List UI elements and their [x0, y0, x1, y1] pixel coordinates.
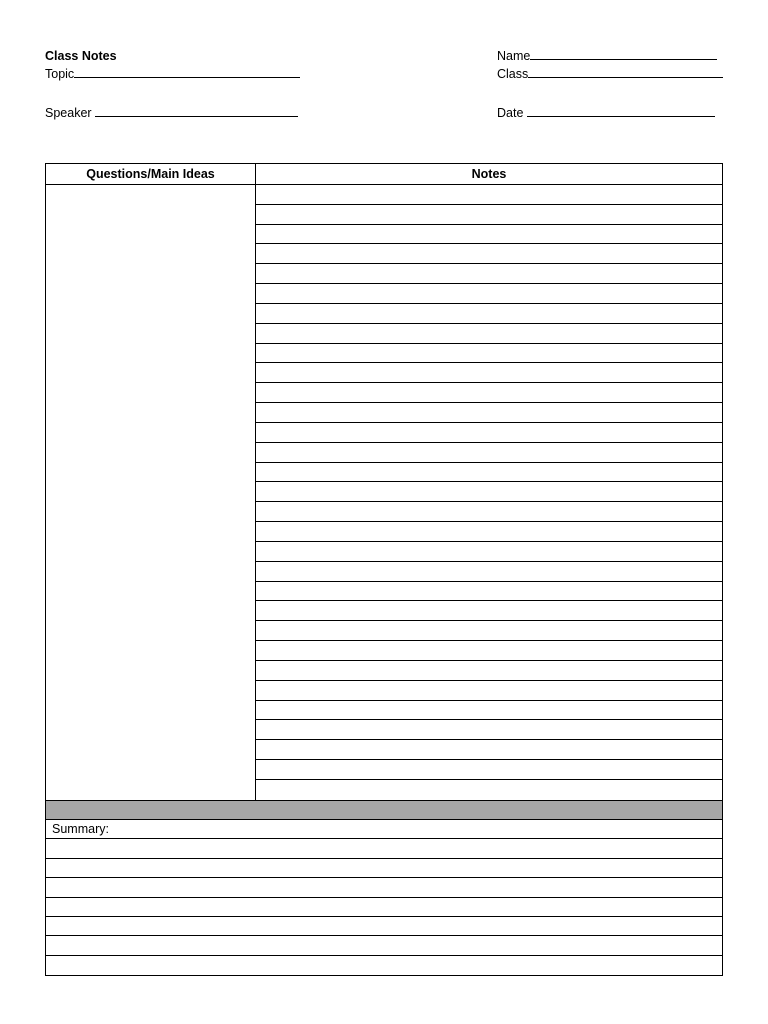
class-field[interactable] — [497, 66, 723, 82]
note-line[interactable] — [256, 264, 722, 284]
questions-header: Questions/Main Ideas — [46, 164, 256, 185]
note-line[interactable] — [256, 720, 722, 740]
page-title: Class Notes — [45, 49, 117, 63]
note-line[interactable] — [256, 582, 722, 602]
page-title-block — [45, 48, 117, 64]
note-line[interactable] — [256, 403, 722, 423]
summary-line[interactable] — [46, 898, 722, 917]
note-line[interactable] — [256, 482, 722, 502]
note-line[interactable] — [256, 522, 722, 542]
note-line[interactable] — [256, 601, 722, 621]
summary-line[interactable] — [46, 936, 722, 955]
date-blank[interactable] — [527, 105, 715, 117]
class-label: Class — [497, 67, 529, 81]
note-line[interactable] — [256, 542, 722, 562]
note-line[interactable] — [256, 701, 722, 721]
note-line[interactable] — [256, 423, 722, 443]
note-line[interactable] — [256, 244, 722, 264]
topic-field[interactable] — [45, 66, 300, 82]
note-line[interactable] — [256, 661, 722, 681]
summary-divider-bar — [46, 800, 722, 820]
note-line[interactable] — [256, 383, 722, 403]
summary-line[interactable] — [46, 956, 722, 975]
note-line[interactable] — [256, 284, 722, 304]
topic-label: Topic — [45, 67, 75, 81]
class-blank[interactable] — [528, 66, 723, 78]
note-line[interactable] — [256, 185, 722, 205]
notes-column[interactable] — [256, 185, 722, 800]
note-line[interactable] — [256, 641, 722, 661]
note-line[interactable] — [256, 681, 722, 701]
questions-column[interactable] — [46, 185, 256, 800]
summary-line[interactable] — [46, 859, 722, 878]
notes-grid — [45, 163, 723, 976]
name-label: Name — [497, 49, 531, 63]
date-label: Date — [497, 106, 524, 120]
notes-header: Notes — [256, 164, 722, 185]
speaker-field[interactable] — [45, 105, 298, 121]
summary-line[interactable] — [46, 917, 722, 936]
note-line[interactable] — [256, 740, 722, 760]
name-field[interactable] — [497, 48, 717, 64]
summary-section[interactable] — [46, 820, 722, 975]
note-line[interactable] — [256, 225, 722, 245]
speaker-label: Speaker — [45, 106, 92, 120]
note-line[interactable] — [256, 780, 722, 800]
note-line[interactable] — [256, 344, 722, 364]
topic-blank[interactable] — [74, 66, 300, 78]
name-blank[interactable] — [530, 48, 717, 60]
date-field[interactable] — [497, 105, 715, 121]
note-line[interactable] — [256, 443, 722, 463]
summary-label-row[interactable] — [46, 820, 722, 839]
note-line[interactable] — [256, 562, 722, 582]
speaker-blank[interactable] — [95, 105, 298, 117]
note-line[interactable] — [256, 621, 722, 641]
note-line[interactable] — [256, 502, 722, 522]
note-line[interactable] — [256, 463, 722, 483]
summary-label: Summary: — [52, 822, 109, 836]
summary-line[interactable] — [46, 878, 722, 897]
note-line[interactable] — [256, 363, 722, 383]
summary-line[interactable] — [46, 839, 722, 858]
note-line[interactable] — [256, 760, 722, 780]
note-line[interactable] — [256, 205, 722, 225]
note-line[interactable] — [256, 304, 722, 324]
note-line[interactable] — [256, 324, 722, 344]
